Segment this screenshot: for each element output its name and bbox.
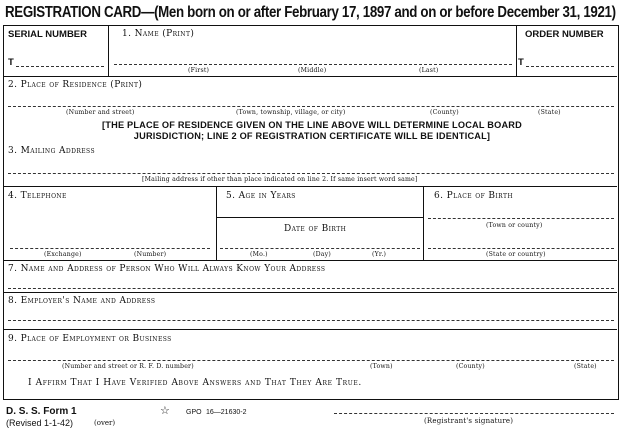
order-number-field[interactable] (526, 66, 614, 67)
age-label: 5. Age in Years (226, 191, 296, 201)
gpo-label: GPO (186, 409, 202, 416)
residence-county-caption: (County) (430, 109, 459, 116)
telephone-label: 4. Telephone (8, 191, 67, 201)
divider (108, 26, 109, 76)
divider (4, 260, 617, 261)
residence-label: 2. Place of Residence (Print) (8, 80, 143, 90)
gpo-number: 16—21630-2 (206, 409, 247, 416)
name-field[interactable] (114, 64, 512, 65)
order-number-label: ORDER NUMBER (525, 29, 604, 40)
date-of-birth-label: Date of Birth (284, 224, 347, 234)
divider (423, 186, 424, 260)
contact-person-field[interactable] (8, 288, 614, 289)
divider (216, 186, 217, 260)
dob-day-caption: (Day) (313, 251, 331, 258)
card-frame (3, 25, 619, 400)
signature-caption: (Registrant's signature) (424, 417, 514, 425)
telephone-field[interactable] (10, 248, 210, 249)
divider (516, 26, 517, 76)
card-title: REGISTRATION CARD—(Men born on or after February 17, 1897 and on or before December 31, 1921) (5, 4, 616, 21)
employment-label: 9. Place of Employment or Business (8, 334, 172, 344)
divider (4, 76, 617, 77)
telephone-exchange-caption: (Exchange) (44, 251, 82, 258)
divider (4, 186, 617, 187)
divider (4, 292, 617, 293)
form-revised: (Revised 1-1-42) (6, 418, 74, 428)
mailing-address-note: [Mailing address if other than place indicated on line 2. If same insert word same] (142, 176, 418, 183)
birthplace-town-caption: (Town or county) (486, 222, 543, 229)
employment-field[interactable] (8, 360, 614, 361)
dob-month-caption: (Mo.) (250, 251, 268, 258)
name-middle-caption: (Middle) (298, 67, 327, 74)
serial-number-prefix: T (8, 57, 14, 68)
order-number-prefix: T (518, 57, 524, 68)
contact-person-label: 7. Name and Address of Person Who Will Always Know Your Address (8, 264, 326, 274)
name-last-caption: (Last) (419, 67, 439, 74)
name-label: 1. Name (Print) (122, 29, 195, 39)
serial-number-field[interactable] (16, 66, 104, 67)
residence-town-caption: (Town, township, village, or city) (236, 109, 346, 116)
form-number: D. S. S. Form 1 (6, 406, 77, 417)
birthplace-town-field[interactable] (428, 218, 614, 219)
employment-state-caption: (State) (574, 363, 597, 370)
signature-field[interactable] (334, 413, 614, 414)
mailing-address-field[interactable] (8, 173, 614, 174)
star-icon: ☆ (160, 404, 170, 417)
residence-notice (4, 120, 620, 142)
over-note: (over) (94, 419, 116, 427)
birthplace-state-field[interactable] (428, 248, 614, 249)
birthplace-state-caption: (State or country) (486, 251, 546, 258)
mailing-address-label: 3. Mailing Address (8, 146, 95, 156)
residence-field[interactable] (8, 106, 614, 107)
employment-town-caption: (Town) (370, 363, 393, 370)
dob-year-caption: (Yr.) (372, 251, 387, 258)
employment-county-caption: (County) (456, 363, 485, 370)
residence-street-caption: (Number and street) (66, 109, 135, 116)
birthplace-label: 6. Place of Birth (434, 191, 514, 201)
employer-field[interactable] (8, 320, 614, 321)
serial-number-label: SERIAL NUMBER (8, 29, 87, 40)
employment-street-caption: (Number and street or R. F. D. number) (62, 363, 194, 370)
date-of-birth-field[interactable] (220, 248, 420, 249)
telephone-number-caption: (Number) (134, 251, 167, 258)
residence-notice-line2: JURISDICTION; LINE 2 OF REGISTRATION CERTIFICATE WILL BE IDENTICAL] (133, 131, 491, 141)
affirmation-text: I Affirm That I Have Verified Above Answers and That They Are True. (28, 378, 362, 388)
name-first-caption: (First) (188, 67, 210, 74)
residence-state-caption: (State) (538, 109, 561, 116)
employer-label: 8. Employer's Name and Address (8, 296, 156, 306)
residence-notice-line1: [THE PLACE OF RESIDENCE GIVEN ON THE LINE ABOVE WILL DETERMINE LOCAL BOARD (102, 120, 522, 130)
divider (4, 329, 617, 330)
divider (216, 217, 423, 218)
